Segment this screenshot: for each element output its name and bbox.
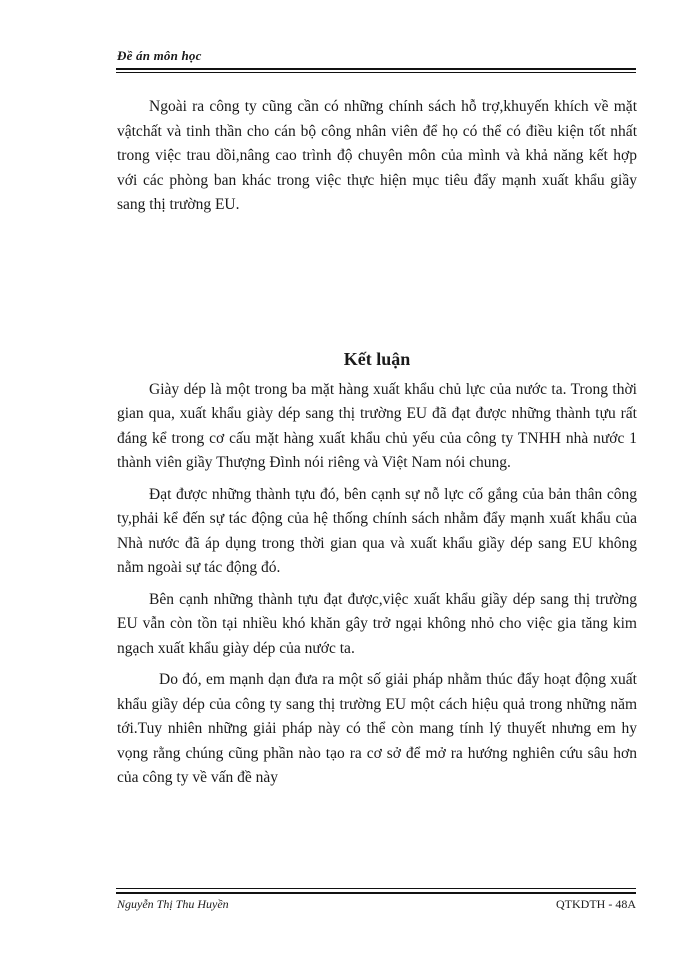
footer-class-code: QTKDTH - 48A — [556, 897, 636, 911]
document-body — [117, 95, 637, 791]
header-divider-thick — [116, 68, 636, 70]
footer-divider-thick — [116, 892, 636, 894]
footer-author: Nguyễn Thị Thu Huyền — [117, 897, 229, 911]
conclusion-heading: Kết luận — [343, 348, 411, 369]
conclusion-paragraph-4: Do đó, em mạnh dạn đưa ra một số giải pháp nhằm thúc đẩy hoạt động xuất khẩu giầy dép của công ty sang thị trường EU một cách hiệu quả trong những năm tới.Tuy nhiên những giải pháp này có thể còn mang tính lý thuyết nhưng em hy vọng rằng chúng cũng phần nào tạo ra cơ sở để mở ra hướng nghiên cứu sâu hơn của công ty về vấn đề này — [117, 671, 637, 786]
conclusion-paragraph-3: Bên cạnh những thành tựu đạt được,việc xuất khẩu giầy dép sang thị trường EU vẫn còn tồn tại nhiều khó khăn gây trở ngại không nhỏ cho việc gia tăng kim ngạch xuất khẩu giày dép của nước ta. — [117, 590, 637, 657]
page-header-title: Đề án môn học — [117, 48, 202, 63]
conclusion-paragraph-1: Giày dép là một trong ba mặt hàng xuất khẩu chủ lực của nước ta. Trong thời gian qua, xuất khẩu giày dép sang thị trường EU đã đạt được những thành tựu rất đáng kể trong cơ cấu mặt hàng xuất khẩu chủ yếu của công ty TNHH nhà nước 1 thành viên giầy Thượng Đình nói riêng và Việt Nam nói chung. — [117, 380, 637, 471]
header-divider-thin — [116, 72, 636, 73]
intro-paragraph: Ngoài ra công ty cũng cần có những chính sách hỗ trợ,khuyến khích về mặt vậtchất và tinh thần cho cán bộ công nhân viên để họ có thể có điều kiện tốt nhất trong việc trau dồi,nâng cao trình độ chuyên môn của mình và khả năng kết hợp với các phòng ban khác trong việc thực hiện mục tiêu đẩy mạnh xuất khẩu giầy sang thị trường EU. — [117, 98, 637, 213]
footer-divider-thin — [116, 888, 636, 889]
conclusion-paragraph-2: Đạt được những thành tựu đó, bên cạnh sự nỗ lực cố gắng của bản thân công ty,phải kể đến sự tác động của hệ thống chính sách nhằm đẩy mạnh xuất khẩu của Nhà nước đã áp dụng trong thời gian qua và xuất khẩu giầy dép sang EU không nằm ngoài sự tác động đó. — [117, 485, 637, 576]
